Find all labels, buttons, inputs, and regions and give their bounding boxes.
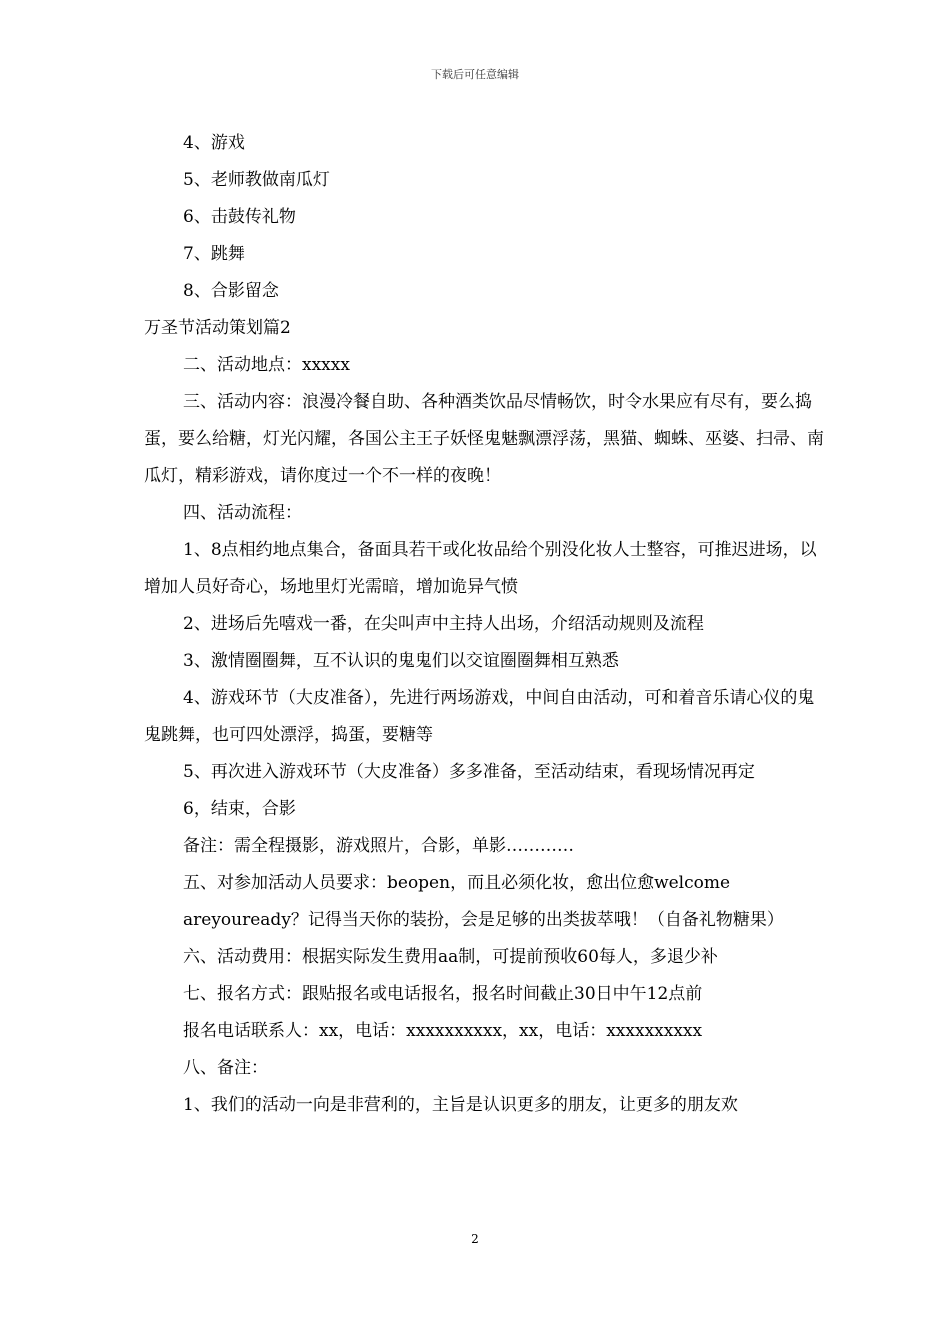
list-item-game: 4、游戏: [183, 133, 245, 153]
list-item-group-photo: 8、合影留念: [183, 281, 279, 301]
list-item-pumpkin-lantern: 5、老师教做南瓜灯: [183, 170, 330, 190]
section-heading: 万圣节活动策划篇2: [144, 318, 291, 338]
event-content: 三、活动内容：浪漫冷餐自助、各种酒类饮品尽情畅饮，时令水果应有尽有，要么捣蛋，要么给糖，灯光闪耀，各国公主王子妖怪鬼魅飘漂浮荡，黑猫、蜘蛛、巫婆、扫帚、南瓜灯，精彩游戏，请你度过一个不一样的夜晚！: [144, 392, 824, 486]
event-process-heading: 四、活动流程：: [183, 503, 302, 523]
event-location: 二、活动地点：xxxxx: [183, 355, 350, 375]
process-note: 备注：需全程摄影，游戏照片，合影，单影…………: [183, 836, 574, 856]
process-step-1: 1、8点相约地点集合，备面具若干或化妆品给个别没化妆人士整容，可推迟进场，以增加人员好奇心，场地里灯光需暗，增加诡异气愤: [144, 540, 817, 597]
process-step-2: 2、进场后先嘻戏一番，在尖叫声中主持人出场，介绍活动规则及流程: [183, 614, 704, 634]
page-number: 2: [471, 1232, 479, 1246]
participant-requirements: 五、对参加活动人员要求：beopen，而且必须化妆，愈出位愈welcome: [183, 873, 731, 893]
list-item-dance: 7、跳舞: [183, 244, 245, 264]
remark-1: 1、我们的活动一向是非营利的，主旨是认识更多的朋友，让更多的朋友欢: [183, 1095, 738, 1115]
registration-method: 七、报名方式：跟贴报名或电话报名，报名时间截止30日中午12点前: [183, 984, 703, 1004]
process-step-6: 6，结束，合影: [183, 799, 296, 819]
participant-requirements-cont: areyouready？记得当天你的装扮，会是足够的出类拔萃哦！（自备礼物糖果）: [183, 910, 784, 930]
page-header: 下载后可任意编辑: [431, 68, 519, 81]
process-step-3: 3、激情圈圈舞，互不认识的鬼鬼们以交谊圈圈舞相互熟悉: [183, 651, 619, 671]
remarks-heading: 八、备注：: [183, 1058, 268, 1078]
process-step-5: 5、再次进入游戏环节（大皮准备）多多准备，至活动结束，看现场情况再定: [183, 762, 755, 782]
document-body: [144, 125, 824, 1124]
registration-contact: 报名电话联系人：xx，电话：xxxxxxxxxx，xx，电话：xxxxxxxxxx: [183, 1021, 703, 1041]
event-fee: 六、活动费用：根据实际发生费用aa制，可提前预收60每人，多退少补: [183, 947, 718, 967]
process-step-4: 4、游戏环节（大皮准备），先进行两场游戏，中间自由活动，可和着音乐请心仪的鬼鬼跳舞，也可四处漂浮，捣蛋，要糖等: [144, 688, 815, 745]
list-item-pass-gift: 6、击鼓传礼物: [183, 207, 296, 227]
